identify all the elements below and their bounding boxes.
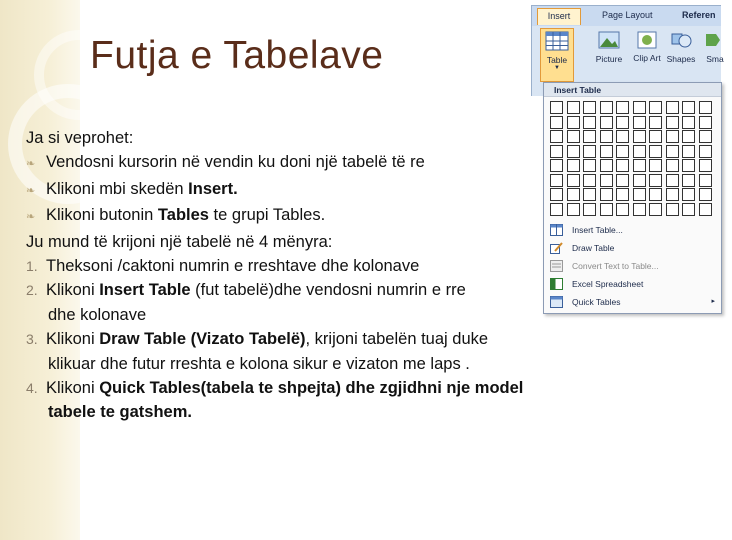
shapes-icon bbox=[668, 28, 694, 52]
table-grid-cell[interactable] bbox=[666, 159, 679, 172]
table-grid-cell[interactable] bbox=[666, 130, 679, 143]
body-text-run: Klikoni bbox=[46, 379, 100, 398]
table-grid-cell[interactable] bbox=[649, 188, 662, 201]
body-text-run: Klikoni butonin bbox=[46, 206, 158, 225]
menu-item-label: Quick Tables bbox=[572, 297, 621, 307]
insert-table-icon bbox=[550, 224, 563, 236]
insert-table-header: Insert Table bbox=[544, 83, 721, 97]
table-grid-cell[interactable] bbox=[682, 174, 695, 187]
submenu-arrow-icon: ▸ bbox=[711, 298, 715, 305]
table-grid-cell[interactable] bbox=[600, 203, 613, 216]
menu-item-draw-table[interactable] bbox=[544, 239, 721, 257]
clip-art-button[interactable] bbox=[630, 28, 664, 82]
table-grid-cell[interactable] bbox=[649, 116, 662, 129]
table-button[interactable] bbox=[540, 28, 574, 82]
table-grid-cell[interactable] bbox=[649, 203, 662, 216]
table-grid-cell[interactable] bbox=[699, 159, 712, 172]
table-grid-cell[interactable] bbox=[550, 203, 563, 216]
body-text-run: dhe kolonave bbox=[48, 305, 147, 324]
table-grid-cell[interactable] bbox=[666, 174, 679, 187]
table-grid-cell[interactable] bbox=[550, 145, 563, 158]
table-grid-cell[interactable] bbox=[699, 101, 712, 114]
smartart-icon bbox=[702, 28, 728, 52]
table-grid-cell[interactable] bbox=[699, 203, 712, 216]
bullet-icon: ❧ bbox=[26, 158, 36, 171]
table-grid-cell[interactable] bbox=[550, 159, 563, 172]
menu-item-quick-tables[interactable] bbox=[544, 293, 721, 311]
list-number: 2. bbox=[26, 282, 38, 299]
body-line bbox=[26, 278, 626, 302]
table-grid-cell[interactable] bbox=[583, 203, 596, 216]
body-text-run: Klikoni bbox=[46, 281, 100, 300]
table-grid-cell[interactable] bbox=[583, 174, 596, 187]
slide-title: Futja e Tabelave bbox=[90, 34, 384, 77]
table-grid-cell[interactable] bbox=[633, 188, 646, 201]
menu-item-insert-table[interactable] bbox=[544, 221, 721, 239]
table-icon bbox=[544, 29, 570, 53]
body-text-run: Ja si veprohet: bbox=[26, 129, 134, 147]
table-grid-cell[interactable] bbox=[633, 116, 646, 129]
table-grid-cell[interactable] bbox=[666, 203, 679, 216]
body-text-run: Klikoni bbox=[46, 330, 100, 349]
table-grid-cell[interactable] bbox=[682, 145, 695, 158]
clip-art-button-label: Clip Art bbox=[633, 53, 661, 63]
body-line bbox=[26, 230, 626, 254]
table-grid-cell[interactable] bbox=[682, 159, 695, 172]
body-line bbox=[26, 150, 626, 176]
body-text-run: Draw Table (Vizato Tabelë) bbox=[99, 330, 306, 349]
body-line bbox=[26, 400, 626, 424]
table-grid-cell[interactable] bbox=[633, 130, 646, 143]
insert-table-menu bbox=[544, 221, 721, 311]
table-grid-cell[interactable] bbox=[600, 101, 613, 114]
list-number: 3. bbox=[26, 331, 38, 348]
table-grid-cell[interactable] bbox=[567, 174, 580, 187]
list-number: 4. bbox=[26, 380, 38, 397]
list-number: 1. bbox=[26, 258, 38, 275]
table-grid-cell[interactable] bbox=[682, 203, 695, 216]
ribbon-tabs bbox=[532, 6, 721, 26]
table-grid-cell[interactable] bbox=[616, 174, 629, 187]
menu-item-label: Draw Table bbox=[572, 243, 615, 253]
table-grid-cell[interactable] bbox=[567, 130, 580, 143]
table-grid-cell[interactable] bbox=[583, 101, 596, 114]
body-text-run: Klikoni mbi skedën bbox=[46, 179, 189, 198]
table-grid-cell[interactable] bbox=[699, 174, 712, 187]
table-grid-cell[interactable] bbox=[633, 203, 646, 216]
table-grid-cell[interactable] bbox=[633, 145, 646, 158]
table-grid-cell[interactable] bbox=[600, 174, 613, 187]
body-line bbox=[26, 254, 626, 278]
table-grid-cell[interactable] bbox=[550, 188, 563, 201]
table-grid-cell[interactable] bbox=[616, 159, 629, 172]
table-grid-cell[interactable] bbox=[633, 101, 646, 114]
table-grid-cell[interactable] bbox=[666, 188, 679, 201]
picture-button[interactable] bbox=[592, 28, 626, 82]
tab-page-layout[interactable]: Page Layout bbox=[602, 10, 653, 20]
body-text-run: Ju mund të krijoni një tabelë në 4 mënyra: bbox=[26, 232, 333, 251]
body-text-run: , krijoni tabelën tuaj duke bbox=[305, 330, 489, 349]
table-grid-cell[interactable] bbox=[616, 188, 629, 201]
body-text-run: tabele te gatshem. bbox=[48, 403, 192, 422]
body-text-run: Insert. bbox=[188, 179, 238, 198]
body-text-run: (fut tabelë)dhe vendosni numrin e rre bbox=[190, 281, 466, 300]
table-grid-cell[interactable] bbox=[649, 101, 662, 114]
tab-references[interactable]: Referen bbox=[682, 10, 716, 20]
body-text-run: Insert Table bbox=[99, 281, 191, 300]
table-grid-cell[interactable] bbox=[583, 116, 596, 129]
table-grid-cell[interactable] bbox=[616, 116, 629, 129]
picture-icon bbox=[596, 28, 622, 52]
table-grid-cell[interactable] bbox=[699, 116, 712, 129]
body-text-run: Vendosni kursorin në vendin ku doni një tabelë të re bbox=[46, 153, 425, 172]
table-grid-cell[interactable] bbox=[699, 130, 712, 143]
table-grid-cell[interactable] bbox=[600, 130, 613, 143]
table-grid-cell[interactable] bbox=[600, 116, 613, 129]
table-grid-cell[interactable] bbox=[633, 174, 646, 187]
table-grid-cell[interactable] bbox=[649, 159, 662, 172]
convert-text-icon bbox=[550, 260, 563, 272]
table-grid-cell[interactable] bbox=[600, 145, 613, 158]
table-grid-cell[interactable] bbox=[567, 116, 580, 129]
table-grid-cell[interactable] bbox=[666, 116, 679, 129]
menu-item-convert-text bbox=[544, 257, 721, 275]
menu-item-label: Convert Text to Table... bbox=[572, 261, 659, 271]
table-grid-cell[interactable] bbox=[616, 203, 629, 216]
body-text-run: Quick Tables(tabela te shpejta) dhe zgjidhni nje model bbox=[99, 379, 524, 398]
table-grid-cell[interactable] bbox=[649, 130, 662, 143]
body-text-run: Tables bbox=[157, 206, 209, 225]
body-line bbox=[26, 303, 626, 327]
tab-insert[interactable]: Insert bbox=[537, 8, 581, 25]
table-grid-cell[interactable] bbox=[649, 174, 662, 187]
table-grid-cell[interactable] bbox=[550, 130, 563, 143]
table-grid-cell[interactable] bbox=[583, 130, 596, 143]
table-grid-cell[interactable] bbox=[583, 159, 596, 172]
body-text-run: te grupi Tables. bbox=[208, 206, 326, 225]
table-grid-cell[interactable] bbox=[633, 159, 646, 172]
table-grid-cell[interactable] bbox=[550, 101, 563, 114]
table-grid-cell[interactable] bbox=[682, 116, 695, 129]
body-line bbox=[26, 126, 626, 150]
body-text-run: Theksoni /caktoni numrin e rreshtave dhe kolonave bbox=[46, 257, 420, 276]
menu-item-excel[interactable] bbox=[544, 275, 721, 293]
table-grid-cell[interactable] bbox=[550, 174, 563, 187]
insert-table-dropdown bbox=[543, 82, 722, 314]
chevron-down-icon: ▼ bbox=[554, 65, 560, 71]
table-grid-cell[interactable] bbox=[600, 188, 613, 201]
table-grid-cell[interactable] bbox=[649, 145, 662, 158]
table-grid-cell[interactable] bbox=[616, 145, 629, 158]
body-line bbox=[26, 352, 626, 376]
body-line bbox=[26, 203, 626, 229]
excel-icon bbox=[550, 278, 563, 290]
draw-table-icon bbox=[550, 242, 563, 254]
picture-button-label: Picture bbox=[595, 54, 623, 64]
table-grid-cell[interactable] bbox=[616, 130, 629, 143]
bullet-icon: ❧ bbox=[26, 184, 36, 197]
table-grid-cell[interactable] bbox=[682, 130, 695, 143]
table-grid-cell[interactable] bbox=[567, 203, 580, 216]
table-grid-cell[interactable] bbox=[567, 101, 580, 114]
bullet-icon: ❧ bbox=[26, 211, 36, 224]
table-grid-cell[interactable] bbox=[699, 145, 712, 158]
shapes-button-label: Shapes bbox=[666, 54, 696, 64]
table-grid-cell[interactable] bbox=[682, 188, 695, 201]
body-text-run: klikuar dhe futur rreshta e kolona sikur e vizaton me laps . bbox=[48, 354, 470, 373]
table-grid-cell[interactable] bbox=[699, 188, 712, 201]
menu-item-label: Insert Table... bbox=[572, 225, 623, 235]
table-grid-cell[interactable] bbox=[583, 145, 596, 158]
quick-tables-icon bbox=[550, 296, 563, 308]
table-grid-cell[interactable] bbox=[666, 101, 679, 114]
slide-body bbox=[26, 126, 626, 425]
table-grid-cell[interactable] bbox=[567, 145, 580, 158]
shapes-button[interactable] bbox=[664, 28, 698, 82]
table-grid-cell[interactable] bbox=[550, 116, 563, 129]
table-grid-cell[interactable] bbox=[682, 101, 695, 114]
table-grid-cell[interactable] bbox=[616, 101, 629, 114]
smartart-button[interactable] bbox=[698, 28, 732, 82]
table-grid-cell[interactable] bbox=[583, 188, 596, 201]
menu-item-label: Excel Spreadsheet bbox=[572, 279, 644, 289]
table-button-label: Table bbox=[546, 55, 568, 65]
body-line bbox=[26, 177, 626, 203]
table-grid-cell[interactable] bbox=[666, 145, 679, 158]
body-line bbox=[26, 376, 626, 400]
body-line bbox=[26, 327, 626, 351]
table-grid-cell[interactable] bbox=[600, 159, 613, 172]
table-grid-cell[interactable] bbox=[567, 159, 580, 172]
smartart-button-label: Sma bbox=[706, 54, 724, 64]
table-grid-cell[interactable] bbox=[567, 188, 580, 201]
clip-art-icon bbox=[634, 28, 660, 52]
